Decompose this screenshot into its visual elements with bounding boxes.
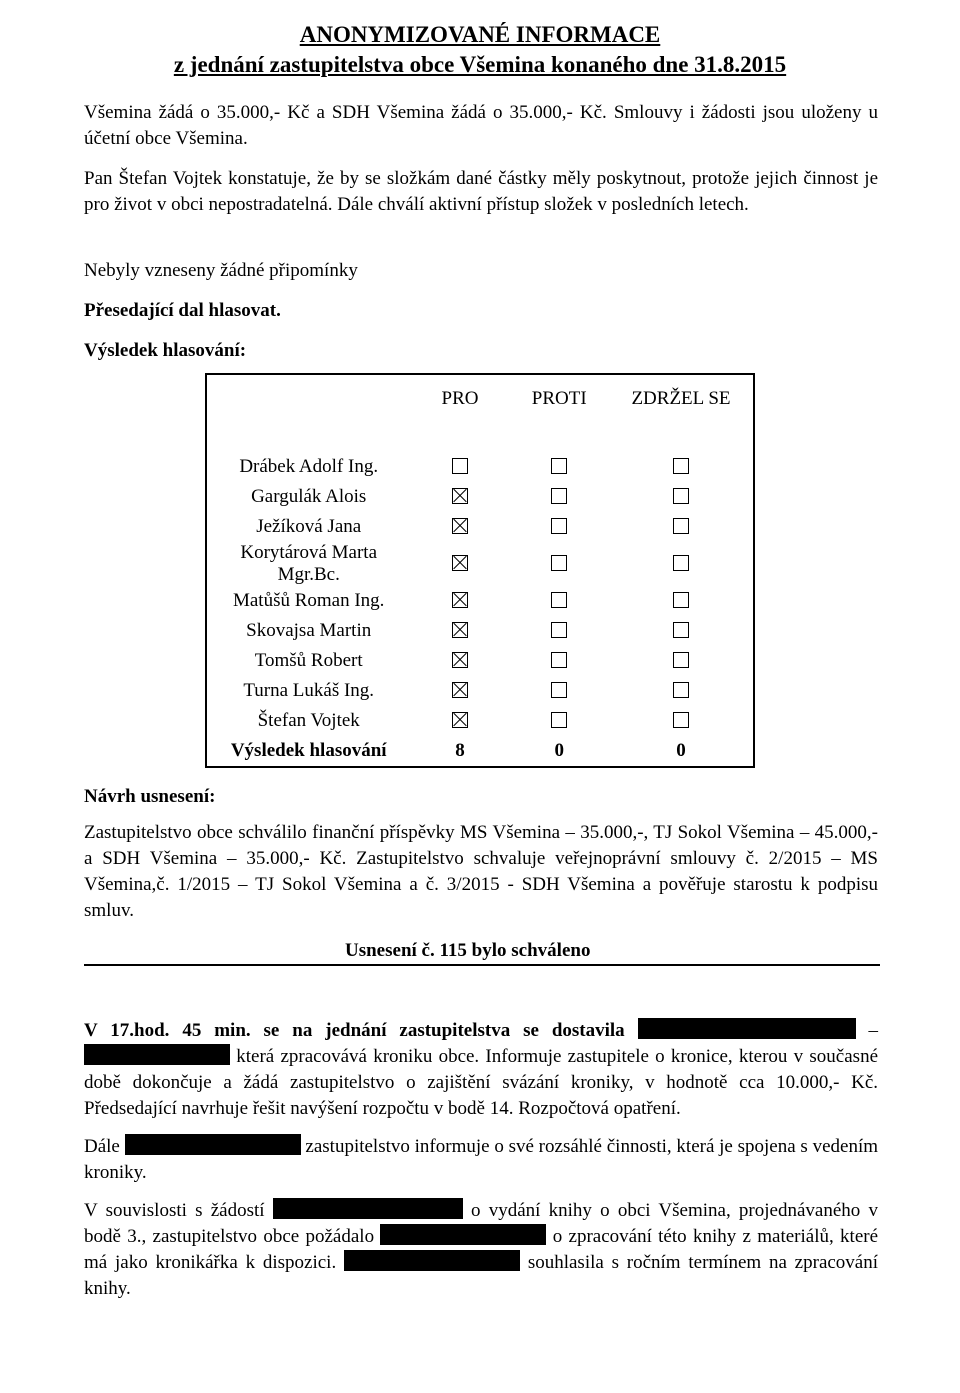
vote-row <box>206 706 754 736</box>
voter-name: Štefan Vojtek <box>257 710 360 731</box>
paragraph-part-d: souhlasila s ročním termínem na zpracování knihy. <box>84 1252 879 1299</box>
vote-cell <box>609 586 754 616</box>
vote-cell <box>510 616 609 646</box>
redacted-name <box>84 1044 230 1065</box>
paragraph-part-b: o vydání knihy o obci Všemina, projednávaného v bodě 3., zastupitelstvo obce požádalo <box>84 1200 878 1247</box>
document-subtitle: z jednání zastupitelstva obce Všemina konaného dne 31.8.2015 <box>173 52 787 77</box>
resolution-approved: Usnesení č. 115 bylo schváleno <box>345 940 591 961</box>
vote-cell <box>609 512 754 542</box>
redacted-name <box>344 1250 520 1271</box>
paragraph-start: Dále <box>84 1136 120 1157</box>
empty-box-icon <box>673 518 689 534</box>
redacted-name <box>273 1198 463 1219</box>
redacted-name <box>638 1018 856 1039</box>
empty-box-icon <box>551 518 567 534</box>
dash: – <box>868 1020 878 1041</box>
empty-box-icon <box>551 652 567 668</box>
vote-row <box>206 676 754 706</box>
paragraph-rest: zastupitelstvo informuje o své rozsáhlé činnosti, která je spojena s vedením kroniky. <box>84 1136 878 1183</box>
vote-cell <box>410 586 509 616</box>
checked-box-icon <box>452 518 468 534</box>
vote-cell <box>410 676 509 706</box>
later-paragraph-1 <box>84 1018 878 1122</box>
checked-box-icon <box>452 712 468 728</box>
vote-cell <box>410 482 509 512</box>
vote-row <box>206 482 754 512</box>
empty-box-icon <box>551 622 567 638</box>
checked-box-icon <box>452 555 468 571</box>
empty-box-icon <box>673 555 689 571</box>
intro-paragraph-2: Pan Štefan Vojtek konstatuje, že by se složkám dané částky měly poskytnout, protože jejich činnost je pro život v obci nepostradatelná. Dále chválí aktivní přístup složek v posledních letech. <box>84 168 878 215</box>
empty-box-icon <box>673 458 689 474</box>
checked-box-icon <box>452 622 468 638</box>
vote-row <box>206 616 754 646</box>
paragraph-part-c: o zpracování této knihy z materiálů, které má jako kronikářka k dispozici. <box>84 1226 879 1273</box>
vote-result-value: 8 <box>455 740 465 761</box>
vote-result-heading: Výsledek hlasování: <box>84 340 247 361</box>
empty-box-icon <box>551 458 567 474</box>
vote-result-value: 0 <box>676 740 686 761</box>
vote-cell <box>609 452 754 482</box>
vote-cell <box>609 706 754 736</box>
empty-box-icon <box>551 488 567 504</box>
vote-cell <box>410 452 509 482</box>
vote-cell <box>410 542 509 586</box>
chronicle-text: která zpracovává kroniku obce. Informuje zastupitele o kronice, kterou v současné době dokončuje a žádá zastupitelstvo o zajištění svázání kroniky, v hodnotě cca 10.000,- Kč. Předsedající navrhuje řešit navýšení rozpočtu v bodě 14. Rozpočtová opatření. <box>84 1046 878 1119</box>
vote-row <box>206 512 754 542</box>
checked-box-icon <box>452 488 468 504</box>
checked-box-icon <box>452 682 468 698</box>
voter-name: Matůšů Roman Ing. <box>232 590 385 611</box>
vote-cell <box>410 512 509 542</box>
vote-cell <box>609 616 754 646</box>
vote-cell <box>510 706 609 736</box>
vote-row <box>206 646 754 676</box>
vote-header-pro: PRO <box>441 387 479 409</box>
vote-row <box>206 586 754 616</box>
vote-row <box>206 452 754 482</box>
vote-header-proti: PROTI <box>531 387 587 409</box>
intro-paragraph-4: Přesedající dal hlasovat. <box>84 300 281 321</box>
vote-cell <box>510 676 609 706</box>
voter-name: Turna Lukáš Ing. <box>243 680 375 701</box>
section-divider <box>84 964 880 966</box>
vote-cell <box>410 616 509 646</box>
later-paragraph-2 <box>84 1134 878 1186</box>
vote-cell <box>510 482 609 512</box>
redacted-name <box>380 1224 546 1245</box>
intro-paragraph-3: Nebyly vzneseny žádné připomínky <box>84 260 358 281</box>
voter-name: Skovajsa Martin <box>246 620 372 641</box>
empty-box-icon <box>452 458 468 474</box>
vote-cell <box>510 646 609 676</box>
voter-name: Drábek Adolf Ing. <box>239 456 379 477</box>
redacted-name <box>125 1134 301 1155</box>
empty-box-icon <box>673 682 689 698</box>
empty-box-icon <box>673 712 689 728</box>
vote-cell <box>609 542 754 586</box>
later-paragraph-3 <box>84 1198 878 1302</box>
empty-box-icon <box>551 592 567 608</box>
vote-cell <box>510 542 609 586</box>
vote-header-zdrzel: ZDRŽEL SE <box>631 387 731 409</box>
voter-name: Gargulák Alois <box>251 486 367 507</box>
checked-box-icon <box>452 592 468 608</box>
vote-result-row <box>206 736 754 767</box>
vote-cell <box>609 482 754 512</box>
vote-result-value: 0 <box>554 740 564 761</box>
vote-cell <box>410 706 509 736</box>
resolution-heading: Návrh usnesení: <box>84 786 216 807</box>
checked-box-icon <box>452 652 468 668</box>
vote-cell <box>410 646 509 676</box>
voter-name: Korytárová Marta Mgr.Bc. <box>240 542 378 585</box>
empty-box-icon <box>551 682 567 698</box>
vote-cell <box>510 586 609 616</box>
vote-cell <box>510 452 609 482</box>
resolution-text: Zastupitelstvo obce schválilo finanční příspěvky MS Všemina – 35.000,-, TJ Sokol Všemina – 45.000,-a SDH Všemina – 35.000,- Kč. Zastupitelstvo schvaluje veřejnoprávní smlouvy č. 2/2015 – MS Všemina,č. 1/2015 – TJ Sokol Všemina a č. 3/2015 - SDH Všemina a pověřuje starostu k podpisu smluv. <box>84 822 878 921</box>
empty-box-icon <box>673 592 689 608</box>
empty-box-icon <box>673 622 689 638</box>
empty-box-icon <box>673 488 689 504</box>
vote-cell <box>609 646 754 676</box>
vote-table <box>205 373 755 768</box>
empty-box-icon <box>551 712 567 728</box>
voter-name: Tomšů Robert <box>254 650 363 671</box>
vote-row <box>206 542 754 586</box>
vote-cell <box>609 676 754 706</box>
empty-box-icon <box>551 555 567 571</box>
voter-name: Ježíková Jana <box>256 516 362 537</box>
arrival-note: V 17.hod. 45 min. se na jednání zastupitelstva se dostavila <box>84 1020 625 1041</box>
vote-cell <box>510 512 609 542</box>
intro-paragraph-1: Všemina žádá o 35.000,- Kč a SDH Všemina žádá o 35.000,- Kč. Smlouvy i žádosti jsou uloženy u účetní obce Všemina. <box>84 102 878 149</box>
empty-box-icon <box>673 652 689 668</box>
vote-result-label: Výsledek hlasování <box>230 740 387 761</box>
paragraph-part-a: V souvislosti s žádostí <box>84 1200 265 1221</box>
document-title: ANONYMIZOVANÉ INFORMACE <box>299 22 661 47</box>
